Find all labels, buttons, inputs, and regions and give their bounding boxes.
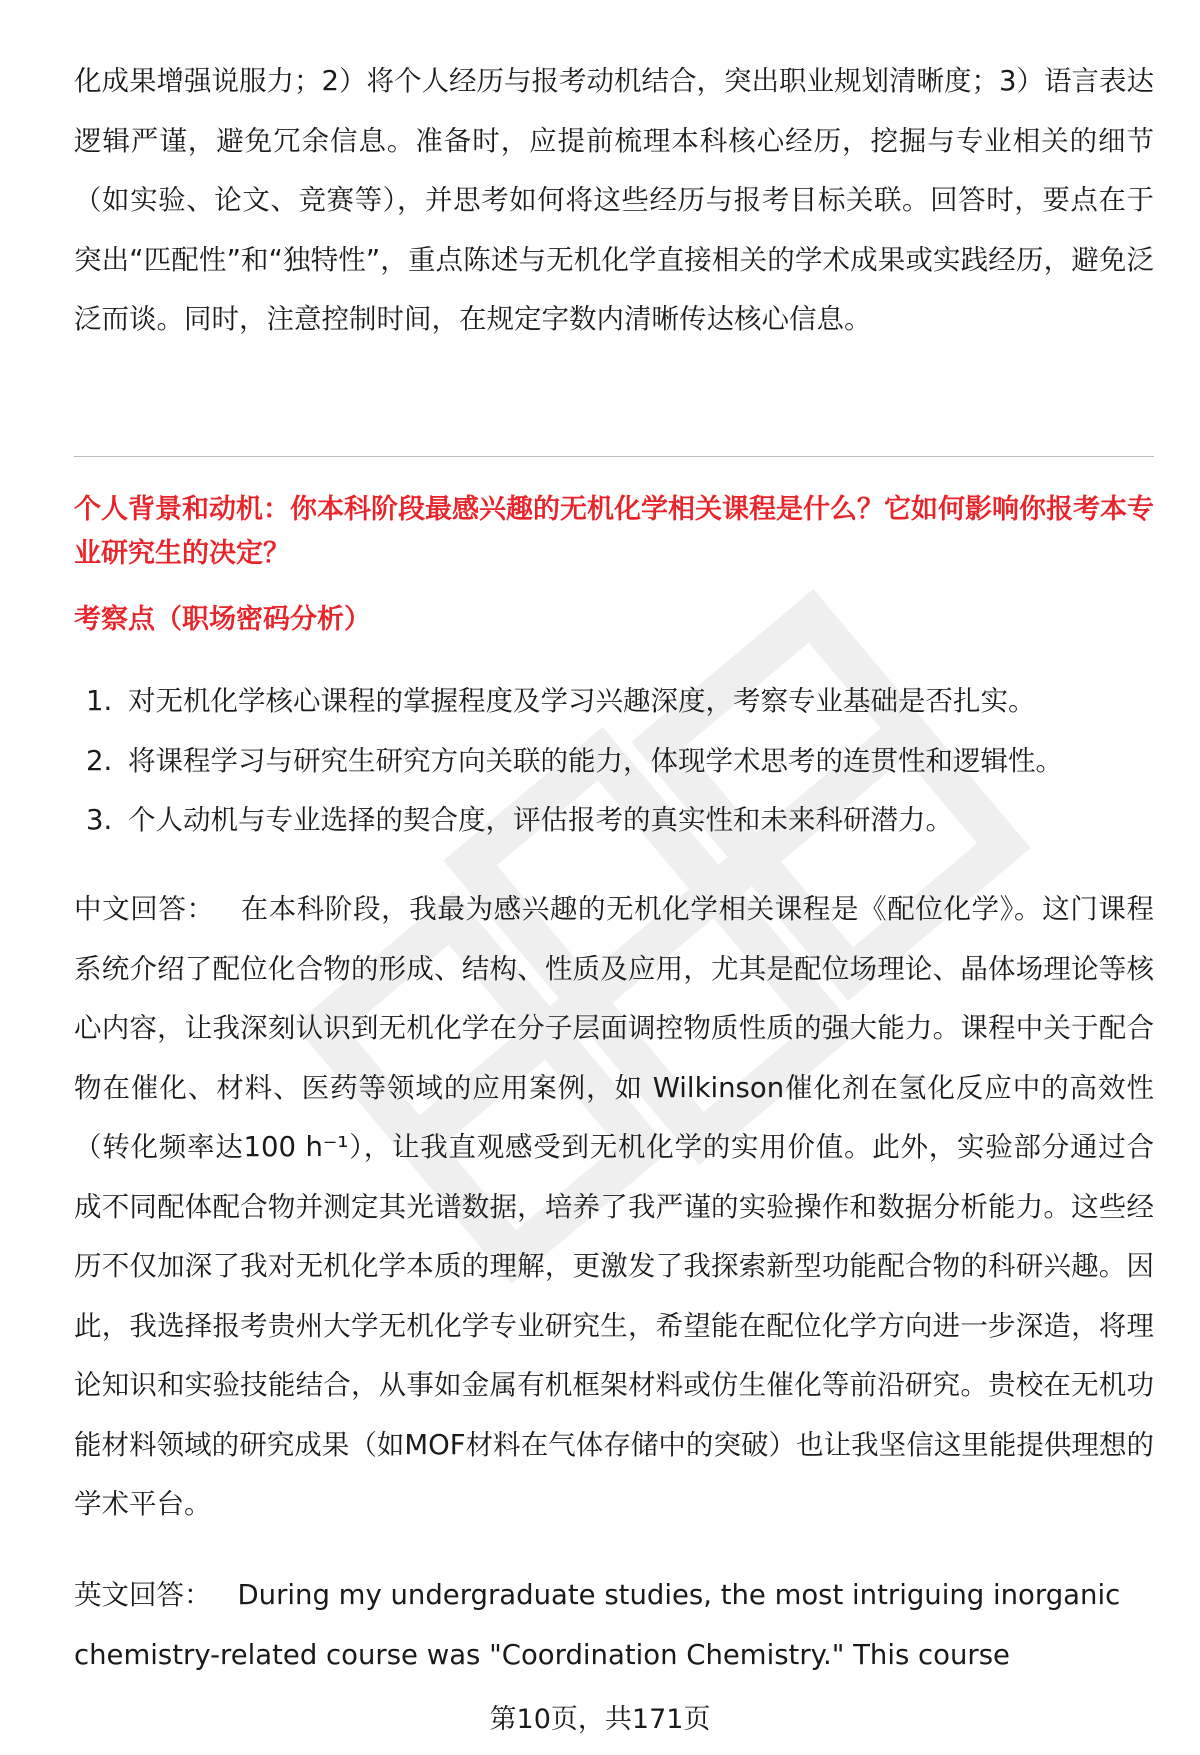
chinese-answer-label: 中文回答： bbox=[74, 893, 215, 925]
list-item bbox=[74, 672, 1154, 732]
section-divider bbox=[74, 456, 1154, 457]
list-item-number: 2. bbox=[86, 744, 113, 777]
list-item-number: 1. bbox=[86, 685, 113, 717]
page-footer: 第10页，共171页 bbox=[489, 1704, 711, 1735]
list-item-text: 对无机化学核心课程的掌握程度及学习兴趣深度，考察专业基础是否扎实。 bbox=[128, 685, 1036, 717]
list-item bbox=[74, 732, 1154, 792]
english-answer-label: 英文回答： bbox=[74, 1579, 212, 1611]
intro-paragraph: 化成果增强说服力；2）将个人经历与报考动机结合，突出职业规划清晰度；3）语言表达逻辑严谨，避免冗余信息。准备时，应提前梳理本科核心经历，挖掘与专业相关的细节（如实验、论文、竞赛等），并思考如何将这些经历与报考目标关联。回答时，要点在于突出“匹配性”和“独特性”，重点陈述与无机化学直接相关的学术成果或实践经历，避免泛泛而谈。同时，注意控制时间，在规定字数内清晰传达核心信息。 bbox=[74, 65, 1154, 335]
english-answer bbox=[74, 1566, 1154, 1685]
chinese-answer-text: 在本科阶段，我最为感兴趣的无机化学相关课程是《配位化学》。这门课程系统介绍了配位化合物的形成、结构、性质及应用，尤其是配位场理论、晶体场理论等核心内容，让我深刻认识到无机化学在分子层面调控物质性质的强大能力。课程中关于配合物在催化、材料、医药等领域的应用案例，如 Wilkinson催化剂在氢化反应中的高效性（转化频率达100 h⁻¹），让我直观感受到无机化学的实用价值。此外，实验部分通过合成不同配体配合物并测定其光谱数据，培养了我严谨的实验操作和数据分析能力。这些经历不仅加深了我对无机化学本质的理解，更激发了我探索新型功能配合物的科研兴趣。因此，我选择报考贵州大学无机化学专业研究生，希望能在配位化学方向进一步深造，将理论知识和实验技能结合，从事如金属有机框架材料或仿生催化等前沿研究。贵校在无机功能材料领域的研究成果（如MOF材料在气体存储中的突破）也让我坚信这里能提供理想的学术平台。 bbox=[74, 893, 1155, 1520]
english-answer-text: During my undergraduate studies, the most intriguing inorganic chemistry-related course was "Coordination Chemistry." This course bbox=[74, 1579, 1121, 1671]
list-item bbox=[74, 791, 1154, 851]
exam-points-heading: 考察点（职场密码分析） bbox=[74, 604, 371, 635]
list-item-text: 个人动机与专业选择的契合度，评估报考的真实性和未来科研潜力。 bbox=[128, 804, 953, 836]
list-item-text: 将课程学习与研究生研究方向关联的能力，体现学术思考的连贯性和逻辑性。 bbox=[128, 744, 1063, 777]
chinese-answer bbox=[74, 880, 1154, 1535]
list-item-number: 3. bbox=[86, 804, 113, 836]
question-heading: 个人背景和动机：你本科阶段最感兴趣的无机化学相关课程是什么？它如何影响你报考本专业研究生的决定？ bbox=[74, 494, 1154, 569]
exam-points-list bbox=[74, 672, 1154, 851]
